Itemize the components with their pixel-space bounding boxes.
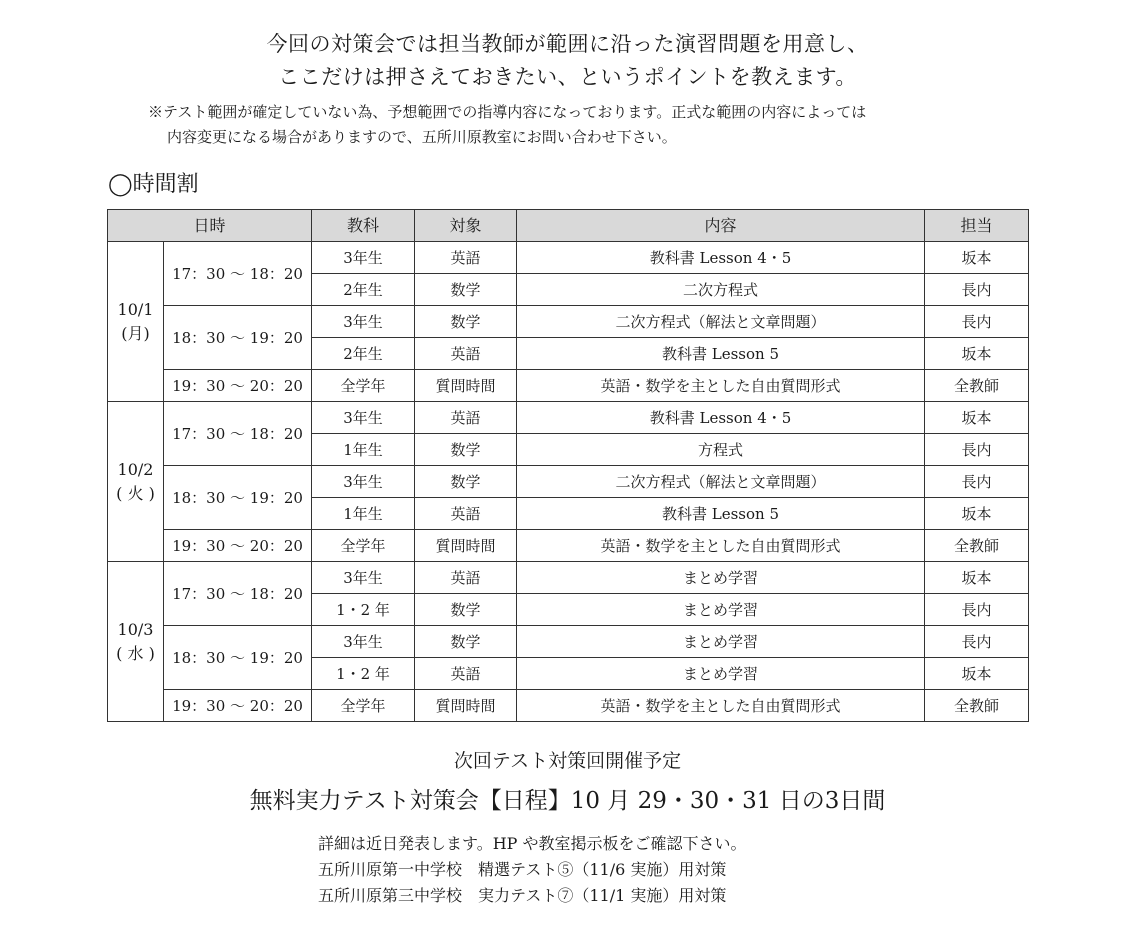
teacher-cell: 坂本 — [925, 338, 1029, 370]
next-session-headline: 無料実力テスト対策会【日程】10 月 29・30・31 日の3日間 — [249, 788, 886, 814]
date-label: 10/2 — [117, 459, 154, 479]
intro-line-2: ここだけは押さえておきたい、というポイントを教えます。 — [278, 65, 857, 89]
grade-cell: 3年生 — [312, 242, 415, 274]
table-header-row — [108, 210, 1029, 242]
subject-cell: 質問時間 — [415, 370, 517, 402]
time-cell: 19：30 ～ 20：20 — [164, 530, 312, 562]
time-cell: 18：30 ～ 19：20 — [164, 626, 312, 690]
table-row — [108, 242, 1029, 274]
teacher-cell: 坂本 — [925, 242, 1029, 274]
time-cell: 17：30 ～ 18：20 — [164, 562, 312, 626]
teacher-cell: 坂本 — [925, 658, 1029, 690]
intro-line-1: 今回の対策会では担当教師が範囲に沿った演習問題を用意し、 — [266, 32, 869, 56]
grade-cell: 3年生 — [312, 626, 415, 658]
intro-text — [0, 28, 1135, 94]
schedule-body — [108, 242, 1029, 722]
teacher-cell: 長内 — [925, 274, 1029, 306]
content-cell: 英語・数学を主とした自由質問形式 — [517, 370, 925, 402]
grade-cell: 1年生 — [312, 498, 415, 530]
content-cell: 教科書 Lesson 4・5 — [517, 242, 925, 274]
subject-cell: 数学 — [415, 434, 517, 466]
date-cell — [108, 242, 164, 402]
table-row — [108, 626, 1029, 658]
table-row — [108, 402, 1029, 434]
date-cell — [108, 562, 164, 722]
content-cell: 英語・数学を主とした自由質問形式 — [517, 690, 925, 722]
next-session-details — [318, 831, 747, 909]
notice — [148, 100, 866, 150]
section-title: ◯時間割 — [108, 172, 199, 197]
subject-cell: 英語 — [415, 402, 517, 434]
content-cell: 教科書 Lesson 5 — [517, 338, 925, 370]
teacher-cell: 全教師 — [925, 690, 1029, 722]
teacher-cell: 坂本 — [925, 402, 1029, 434]
table-row — [108, 306, 1029, 338]
table-row — [108, 530, 1029, 562]
grade-cell: 全学年 — [312, 370, 415, 402]
grade-cell: 3年生 — [312, 402, 415, 434]
header-content: 内容 — [517, 210, 925, 242]
weekday-label: ( 水 ) — [116, 643, 155, 663]
detail-line-1: 詳細は近日発表します。HP や教室掲示板をご確認下さい。 — [318, 834, 747, 853]
grade-cell: 全学年 — [312, 690, 415, 722]
teacher-cell: 坂本 — [925, 562, 1029, 594]
date-label: 10/3 — [117, 619, 154, 639]
teacher-cell: 長内 — [925, 306, 1029, 338]
content-cell: まとめ学習 — [517, 594, 925, 626]
subject-cell: 英語 — [415, 242, 517, 274]
subject-cell: 質問時間 — [415, 530, 517, 562]
time-cell: 17：30 ～ 18：20 — [164, 242, 312, 306]
grade-cell: 3年生 — [312, 466, 415, 498]
grade-cell: 3年生 — [312, 306, 415, 338]
grade-cell: 2年生 — [312, 338, 415, 370]
schedule-table — [107, 209, 1029, 722]
content-cell: 方程式 — [517, 434, 925, 466]
time-cell: 17：30 ～ 18：20 — [164, 402, 312, 466]
content-cell: 二次方程式（解法と文章問題） — [517, 466, 925, 498]
next-session-title: 次回テスト対策回開催予定 — [453, 750, 682, 772]
table-row — [108, 690, 1029, 722]
weekday-label: ( 火 ) — [116, 483, 155, 503]
table-row — [108, 466, 1029, 498]
header-teacher: 担当 — [925, 210, 1029, 242]
subject-cell: 数学 — [415, 306, 517, 338]
content-cell: 二次方程式（解法と文章問題） — [517, 306, 925, 338]
header-datetime: 日時 — [108, 210, 312, 242]
subject-cell: 英語 — [415, 562, 517, 594]
subject-cell: 数学 — [415, 466, 517, 498]
subject-cell: 英語 — [415, 498, 517, 530]
teacher-cell: 全教師 — [925, 370, 1029, 402]
subject-cell: 英語 — [415, 658, 517, 690]
weekday-label: (月) — [121, 323, 150, 343]
content-cell: まとめ学習 — [517, 562, 925, 594]
table-row — [108, 370, 1029, 402]
grade-cell: 1年生 — [312, 434, 415, 466]
teacher-cell: 長内 — [925, 466, 1029, 498]
teacher-cell: 長内 — [925, 594, 1029, 626]
grade-cell: 1・2 年 — [312, 594, 415, 626]
content-cell: 教科書 Lesson 4・5 — [517, 402, 925, 434]
grade-cell: 1・2 年 — [312, 658, 415, 690]
grade-cell: 2年生 — [312, 274, 415, 306]
teacher-cell: 長内 — [925, 434, 1029, 466]
content-cell: 二次方程式 — [517, 274, 925, 306]
subject-cell: 数学 — [415, 626, 517, 658]
content-cell: 英語・数学を主とした自由質問形式 — [517, 530, 925, 562]
subject-cell: 数学 — [415, 594, 517, 626]
teacher-cell: 全教師 — [925, 530, 1029, 562]
table-row — [108, 562, 1029, 594]
time-cell: 19：30 ～ 20：20 — [164, 370, 312, 402]
notice-line-1: ※テスト範囲が確定していない為、予想範囲での指導内容になっております。正式な範囲の内容によっては — [148, 103, 867, 121]
subject-cell: 質問時間 — [415, 690, 517, 722]
notice-line-2: 内容変更になる場合がありますので、五所川原教室にお問い合わせ下さい。 — [167, 128, 677, 146]
teacher-cell: 坂本 — [925, 498, 1029, 530]
content-cell: まとめ学習 — [517, 658, 925, 690]
grade-cell: 3年生 — [312, 562, 415, 594]
detail-line-2: 五所川原第一中学校 精選テスト⑤（11/6 実施）用対策 — [318, 860, 727, 879]
subject-cell: 英語 — [415, 338, 517, 370]
content-cell: まとめ学習 — [517, 626, 925, 658]
content-cell: 教科書 Lesson 5 — [517, 498, 925, 530]
teacher-cell: 長内 — [925, 626, 1029, 658]
header-target: 対象 — [415, 210, 517, 242]
header-subject: 教科 — [312, 210, 415, 242]
date-cell — [108, 402, 164, 562]
subject-cell: 数学 — [415, 274, 517, 306]
time-cell: 19：30 ～ 20：20 — [164, 690, 312, 722]
detail-line-3: 五所川原第三中学校 実力テスト⑦（11/1 実施）用対策 — [318, 886, 727, 905]
grade-cell: 全学年 — [312, 530, 415, 562]
time-cell: 18：30 ～ 19：20 — [164, 306, 312, 370]
date-label: 10/1 — [117, 299, 154, 319]
time-cell: 18：30 ～ 19：20 — [164, 466, 312, 530]
